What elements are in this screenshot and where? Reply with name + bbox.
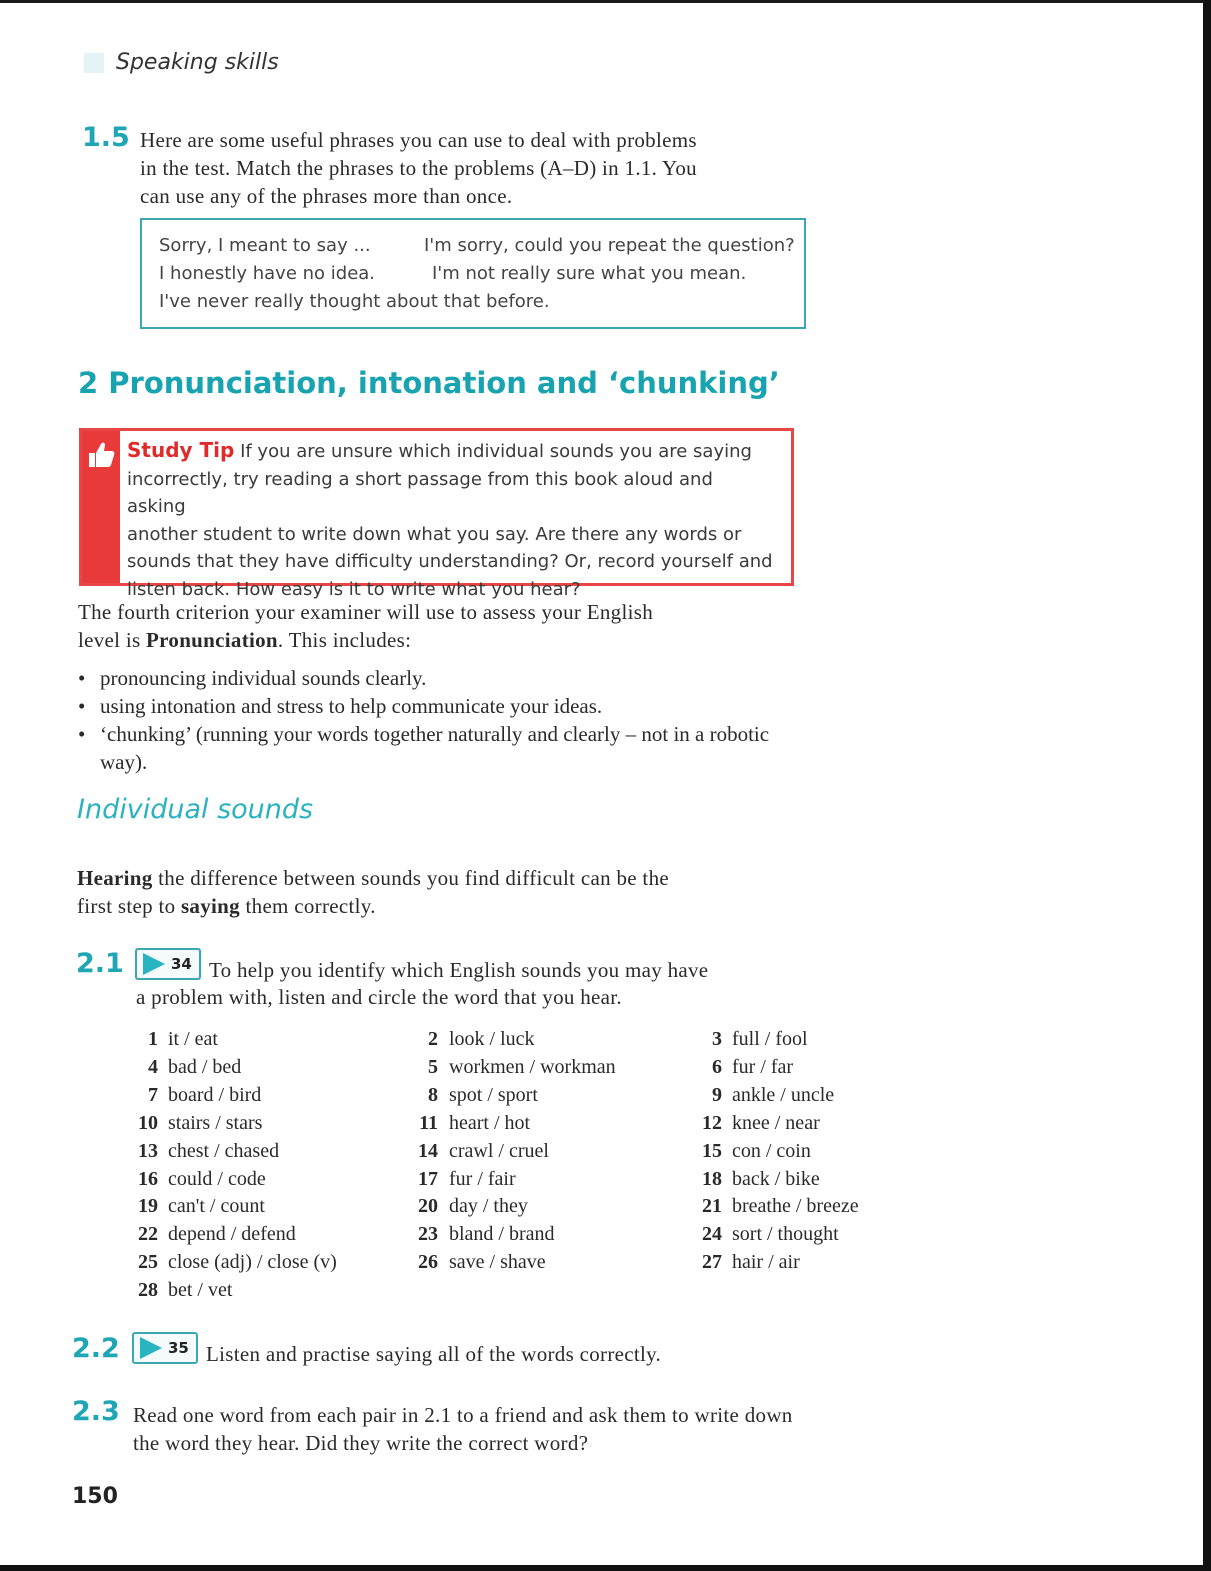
hearing-paragraph <box>77 864 837 920</box>
text-run: . This includes: <box>277 628 412 652</box>
word-pair-number: 16 <box>138 1167 158 1190</box>
word-pair-number: 7 <box>148 1083 158 1106</box>
word-pair[interactable]: fur / far <box>732 1055 794 1078</box>
word-pair-number: 23 <box>418 1223 438 1246</box>
exercise-2-1-line2: a problem with, listen and circle the word that you hear. <box>136 985 622 1009</box>
word-pair-number: 6 <box>712 1055 722 1078</box>
phrase: I'm not really sure what you mean. <box>432 263 747 284</box>
phrase: I'm sorry, could you repeat the question? <box>424 235 795 256</box>
track-number: 35 <box>168 1339 189 1357</box>
word-pair[interactable]: fur / fair <box>449 1167 516 1190</box>
study-tip-text <box>127 437 777 603</box>
bold-term: Hearing <box>77 866 153 890</box>
exercise-number-2-1: 2.1 <box>76 948 124 979</box>
word-pair[interactable]: heart / hot <box>449 1111 531 1134</box>
study-tip-box <box>79 428 794 600</box>
exercise-2-2-text: Listen and practise saying all of the words correctly. <box>206 1342 662 1366</box>
bold-term: saying <box>180 894 240 918</box>
word-pair-number: 26 <box>418 1251 438 1274</box>
word-pair-number: 5 <box>428 1055 438 1078</box>
word-pair-number: 24 <box>702 1223 722 1246</box>
word-pair-number: 17 <box>418 1167 438 1190</box>
list-item: • using intonation and stress to help communicate your ideas. <box>78 692 818 720</box>
bold-term: Pronunciation <box>146 628 278 652</box>
instruction-line: the word they hear. Did they write the correct word? <box>133 1431 589 1455</box>
list-item: • pronouncing individual sounds clearly. <box>78 664 818 692</box>
word-pair[interactable]: close (adj) / close (v) <box>168 1251 337 1274</box>
word-pair[interactable]: bad / bed <box>168 1055 242 1078</box>
word-pair[interactable]: chest / chased <box>168 1139 280 1162</box>
phrase: Sorry, I meant to say ... <box>159 235 371 256</box>
word-pair[interactable]: workmen / workman <box>449 1055 616 1078</box>
exercise-2-1-line1: To help you identify which English sounds you may have <box>209 958 709 982</box>
exercise-number-1-5: 1.5 <box>82 122 130 153</box>
play-icon <box>143 953 165 975</box>
word-pair-number: 12 <box>702 1111 722 1134</box>
word-pair-number: 28 <box>138 1279 158 1302</box>
word-pair-number: 19 <box>138 1195 158 1218</box>
word-pair-number: 11 <box>419 1111 438 1134</box>
page-right-edge <box>1203 0 1211 1571</box>
instruction-line: Here are some useful phrases you can use to deal with problems <box>140 128 697 152</box>
text-run: level is <box>78 628 147 652</box>
word-pair[interactable]: con / coin <box>732 1139 811 1162</box>
phrase: I've never really thought about that before. <box>159 291 550 312</box>
word-pair[interactable]: knee / near <box>732 1111 820 1134</box>
audio-track-35-button[interactable] <box>132 1332 198 1364</box>
text-run: them correctly. <box>239 894 376 918</box>
word-pair-number: 25 <box>138 1251 158 1274</box>
study-tip-line: another student to write down what you say. Are there any words or <box>127 523 742 545</box>
running-header <box>84 50 279 75</box>
word-pair[interactable]: hair / air <box>732 1251 800 1274</box>
page-number: 150 <box>72 1484 118 1509</box>
instruction-line: can use any of the phrases more than once. <box>140 184 513 208</box>
word-pair-number: 8 <box>428 1083 438 1106</box>
word-pair[interactable]: crawl / cruel <box>449 1139 549 1162</box>
word-pair-number: 18 <box>702 1167 722 1190</box>
word-pair-number: 27 <box>702 1251 722 1274</box>
intro-paragraph <box>78 598 838 654</box>
word-pair-number: 2 <box>428 1028 438 1050</box>
word-pair[interactable]: stairs / stars <box>168 1111 263 1134</box>
word-pair-number: 14 <box>418 1139 438 1162</box>
word-pair-number: 4 <box>148 1055 158 1078</box>
word-pair-number: 9 <box>712 1083 722 1106</box>
track-number: 34 <box>171 955 192 973</box>
page-top-edge <box>0 0 1211 3</box>
study-tip-label: Study Tip <box>127 438 235 462</box>
word-pair[interactable]: can't / count <box>168 1195 265 1218</box>
phrase-box <box>140 218 806 329</box>
word-pair-number: 20 <box>418 1195 438 1218</box>
exercise-number-2-3: 2.3 <box>72 1396 120 1427</box>
word-pair[interactable]: could / code <box>168 1167 266 1190</box>
exercise-2-3-instructions <box>133 1401 933 1457</box>
study-tip-line: sounds that they have difficulty understanding? Or, record yourself and <box>127 551 773 572</box>
study-tip-line: incorrectly, try reading a short passage from this book aloud and asking <box>127 468 713 517</box>
word-pair[interactable]: full / fool <box>732 1028 808 1050</box>
page-bottom-edge <box>0 1565 1211 1571</box>
word-pair-number: 22 <box>138 1223 158 1246</box>
intro-line <box>78 626 838 654</box>
word-pair[interactable]: it / eat <box>168 1028 218 1050</box>
word-pair-number: 15 <box>702 1139 722 1162</box>
phrase: I honestly have no idea. <box>159 263 376 284</box>
section-label: Speaking skills <box>116 50 279 75</box>
word-pair[interactable]: bland / brand <box>449 1223 555 1246</box>
word-pair-number: 10 <box>138 1111 158 1134</box>
thumbs-up-icon <box>84 437 118 471</box>
word-pair[interactable]: board / bird <box>168 1083 262 1106</box>
exercise-1-5-instructions <box>140 126 820 210</box>
section-title: 2 Pronunciation, intonation and ‘chunking’ <box>78 366 780 400</box>
word-pair[interactable]: back / bike <box>732 1167 820 1190</box>
study-tip-line: If you are unsure which individual sounds you are saying <box>234 441 752 462</box>
list-item: • ‘chunking’ (running your words together naturally and clearly – not in a robotic way). <box>78 720 818 776</box>
header-marker <box>84 53 104 73</box>
hearing-line <box>77 892 837 920</box>
word-pair[interactable]: look / luck <box>449 1028 535 1050</box>
exercise-number-2-2: 2.2 <box>72 1333 120 1364</box>
word-pair[interactable]: sort / thought <box>732 1223 839 1246</box>
word-pair[interactable]: bet / vet <box>168 1279 233 1302</box>
criteria-list <box>78 664 818 776</box>
text-run: first step to <box>77 894 181 918</box>
word-pair[interactable]: spot / sport <box>449 1083 538 1106</box>
instruction-line: Read one word from each pair in 2.1 to a friend and ask them to write down <box>133 1403 793 1427</box>
subheading: Individual sounds <box>77 794 314 825</box>
word-pair[interactable]: save / shave <box>449 1251 546 1274</box>
word-pair[interactable]: breathe / breeze <box>732 1195 859 1218</box>
instruction-line: in the test. Match the phrases to the problems (A–D) in 1.1. You <box>140 156 697 180</box>
word-pair-number: 13 <box>138 1139 158 1162</box>
study-tip-line: listen back. How easy is it to write what you hear? <box>127 578 581 600</box>
intro-line: The fourth criterion your examiner will use to assess your English <box>78 600 654 624</box>
word-pair-number: 21 <box>702 1195 722 1218</box>
word-pair-number: 1 <box>148 1028 158 1050</box>
audio-track-34-button[interactable] <box>135 948 201 980</box>
hearing-line <box>77 864 837 892</box>
word-pair[interactable]: ankle / uncle <box>732 1083 835 1106</box>
word-pair-number: 3 <box>712 1028 722 1050</box>
play-icon <box>140 1337 162 1359</box>
word-pair[interactable]: depend / defend <box>168 1223 296 1246</box>
word-pair[interactable]: day / they <box>449 1195 528 1218</box>
text-run: the difference between sounds you find difficult can be the <box>152 866 669 890</box>
